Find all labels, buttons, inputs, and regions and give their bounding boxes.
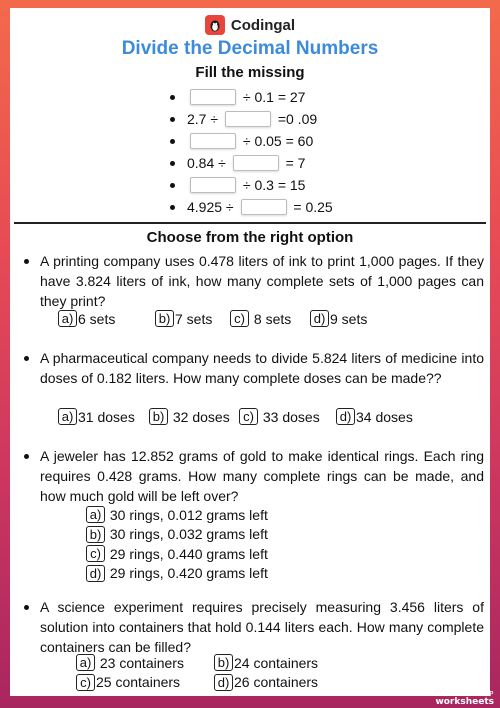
bullet — [170, 95, 175, 100]
option-letter: c) — [86, 545, 105, 562]
option-a[interactable]: a) 23 containers — [76, 653, 184, 673]
answer-blank[interactable] — [190, 89, 236, 105]
option-b[interactable]: b) 7 sets — [155, 310, 230, 327]
bullet — [170, 161, 175, 166]
option-a[interactable]: a) 30 rings, 0.012 grams left — [86, 505, 268, 525]
bullet — [24, 454, 29, 459]
option-d[interactable]: d) 34 doses — [336, 408, 413, 425]
fill-item: 2.7 ÷ =0 .09 — [170, 108, 333, 130]
option-letter: d) — [310, 310, 329, 327]
question-2 — [40, 348, 484, 388]
answer-blank[interactable] — [190, 177, 236, 193]
option-letter: c) — [230, 310, 249, 327]
option-c[interactable]: c) 33 doses — [239, 408, 336, 425]
option-c[interactable]: c) 25 containers — [76, 673, 180, 693]
option-letter: d) — [214, 674, 233, 691]
option-d[interactable]: d) 9 sets — [310, 310, 367, 327]
option-c[interactable]: c) 8 sets — [230, 310, 310, 327]
option-b[interactable]: b) 30 rings, 0.032 grams left — [86, 525, 268, 545]
option-letter: b) — [86, 526, 105, 543]
question-4-options-col2 — [214, 653, 318, 692]
option-letter: c) — [76, 674, 95, 691]
question-2-options — [58, 408, 413, 425]
choose-section-heading: Choose from the right option — [146, 229, 354, 246]
question-4-options-col1 — [76, 653, 184, 692]
question-1 — [40, 251, 484, 311]
page-title: Divide the Decimal Numbers — [121, 38, 379, 59]
option-d[interactable]: d) 29 rings, 0.420 grams left — [86, 564, 268, 584]
answer-blank[interactable] — [241, 199, 287, 215]
bullet — [170, 117, 175, 122]
section-divider — [14, 222, 486, 224]
bullet — [170, 139, 175, 144]
option-letter: a) — [76, 654, 95, 671]
question-4 — [40, 597, 484, 657]
question-text: A science experiment requires precisely measuring 3.456 liters of solution into containers that hold 0.144 liters each. How many complete containers can be filled? — [40, 599, 484, 655]
fill-item: ÷ 0.1 = 27 — [170, 86, 333, 108]
fill-list — [170, 86, 333, 218]
option-letter: a) — [86, 506, 105, 523]
brand-header — [10, 15, 490, 35]
option-letter: b) — [155, 310, 174, 327]
bullet — [24, 605, 29, 610]
question-text: A pharmaceutical company needs to divide 5.824 liters of medicine into doses of 0.182 liters. How many complete doses can be made?? — [40, 350, 484, 386]
fill-item: ÷ 0.3 = 15 — [170, 174, 333, 196]
option-a[interactable]: a) 6 sets — [58, 310, 155, 327]
bullet — [170, 205, 175, 210]
question-text: A jeweler has 12.852 grams of gold to make identical rings. Each ring requires 0.428 grams. How many complete rings can be made, and how much gold will be left over? — [40, 448, 484, 504]
watermark-top: TOP — [478, 690, 494, 698]
bullet — [24, 259, 29, 264]
option-b[interactable]: b) 32 doses — [149, 408, 239, 425]
watermark-bottom: worksheets — [435, 697, 494, 707]
fill-item: 0.84 ÷ = 7 — [170, 152, 333, 174]
penguin-icon — [205, 15, 225, 35]
fill-item: 4.925 ÷ = 0.25 — [170, 196, 333, 218]
bullet — [24, 356, 29, 361]
answer-blank[interactable] — [190, 133, 236, 149]
option-letter: d) — [336, 408, 355, 425]
option-a[interactable]: a) 31 doses — [58, 408, 149, 425]
fill-item: ÷ 0.05 = 60 — [170, 130, 333, 152]
brand-name: Codingal — [230, 16, 296, 34]
question-text: A printing company uses 0.478 liters of ink to print 1,000 pages. If they have 3.824 liters of ink, how many complete sets of 1,000 pages can they print? — [40, 253, 484, 309]
option-d[interactable]: d) 26 containers — [214, 673, 318, 693]
answer-blank[interactable] — [225, 111, 271, 127]
answer-blank[interactable] — [233, 155, 279, 171]
option-b[interactable]: b) 24 containers — [214, 653, 318, 673]
question-3-options — [86, 505, 268, 583]
option-letter: b) — [149, 408, 168, 425]
question-3 — [40, 446, 484, 506]
bullet — [170, 183, 175, 188]
fill-section-heading: Fill the missing — [195, 64, 305, 81]
worksheet-page — [10, 8, 490, 696]
option-c[interactable]: c) 29 rings, 0.440 grams left — [86, 544, 268, 564]
option-letter: c) — [239, 408, 258, 425]
option-letter: a) — [58, 310, 77, 327]
option-letter: d) — [86, 565, 105, 582]
option-letter: b) — [214, 654, 233, 671]
question-1-options — [58, 310, 367, 327]
topworksheets-logo — [435, 690, 494, 706]
option-letter: a) — [58, 408, 77, 425]
